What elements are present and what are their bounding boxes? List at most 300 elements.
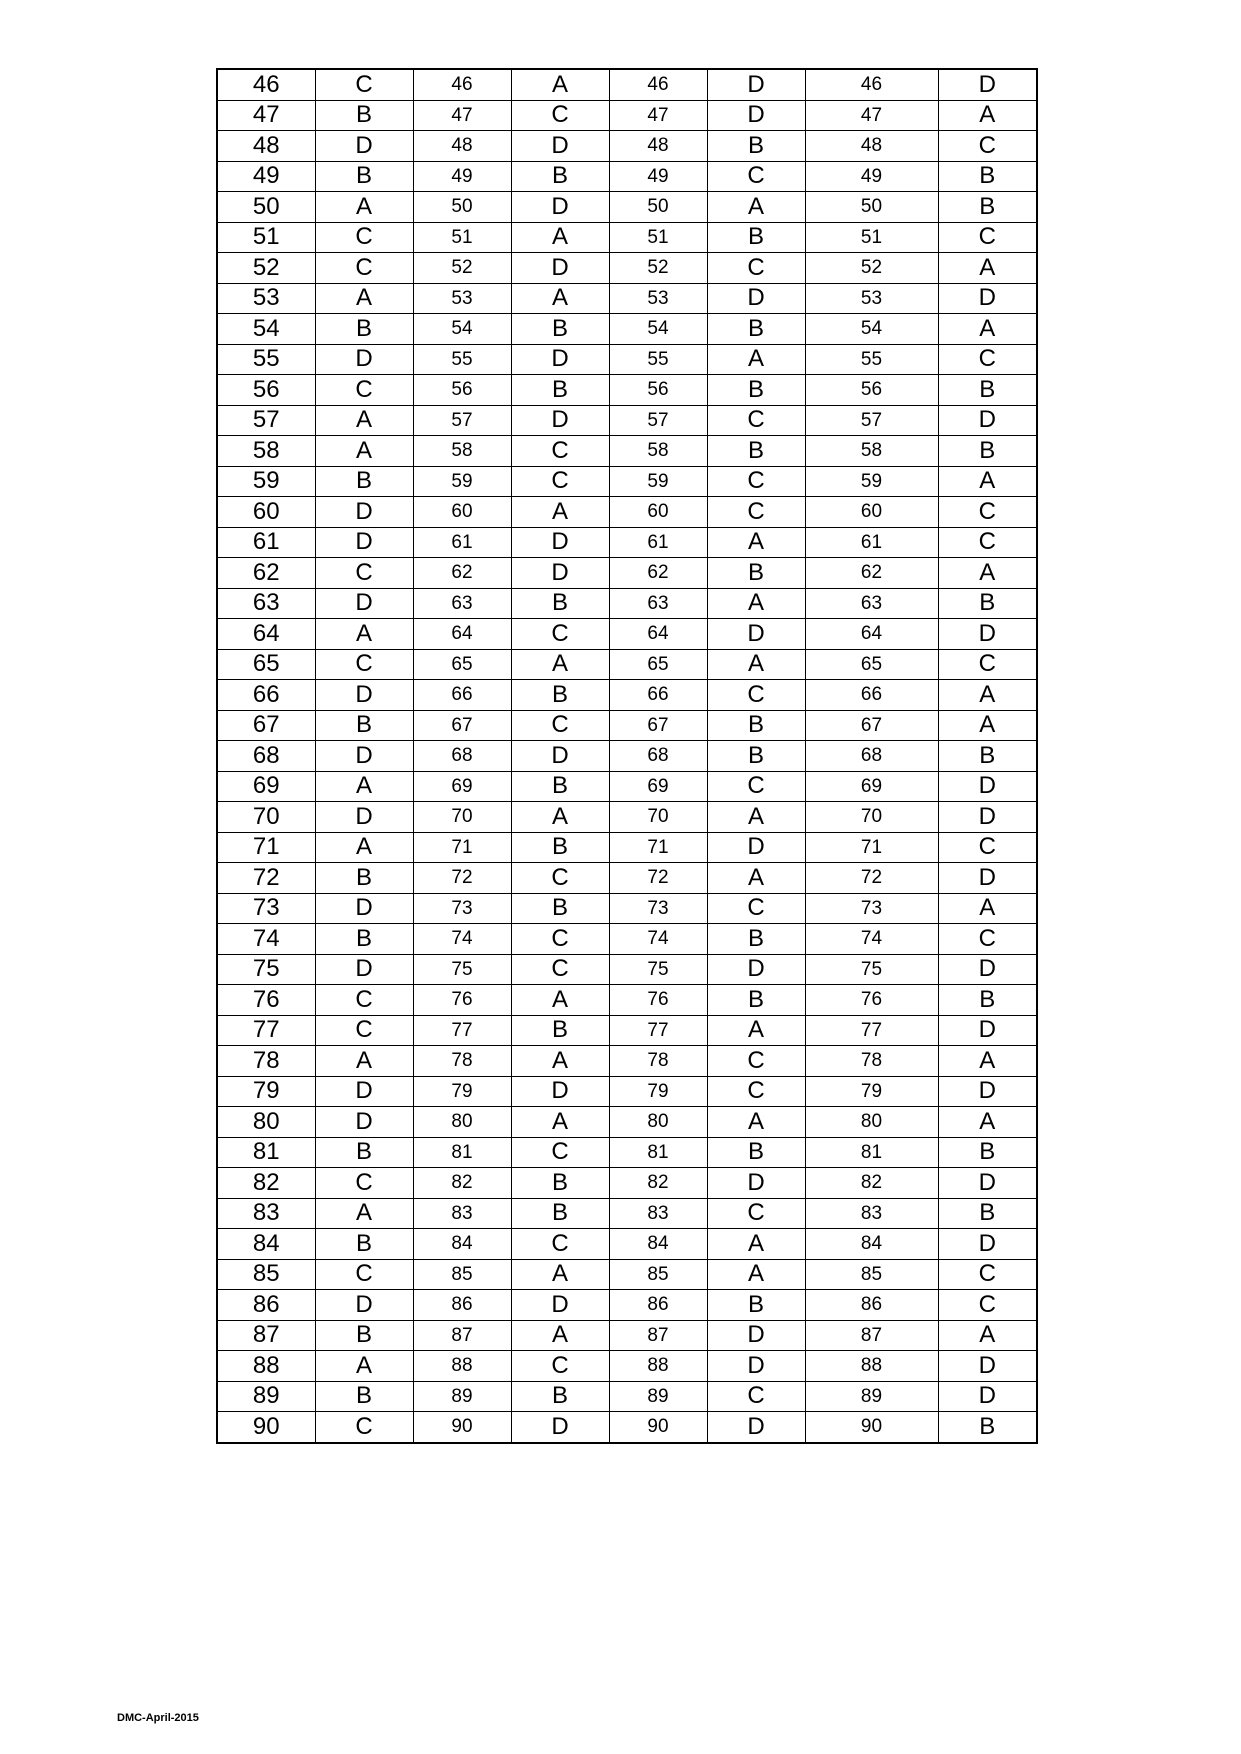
answer-set4: D — [938, 619, 1037, 650]
question-number-set4: 82 — [805, 1168, 938, 1199]
question-number-set1: 52 — [217, 253, 315, 284]
question-number-set2: 52 — [413, 253, 511, 284]
answer-set4: A — [938, 1107, 1037, 1138]
table-row — [217, 1198, 1037, 1229]
question-number-set1: 57 — [217, 405, 315, 436]
answer-set4: B — [938, 161, 1037, 192]
question-number-set2: 68 — [413, 741, 511, 772]
question-number-set3: 50 — [609, 192, 707, 223]
question-number-set3: 51 — [609, 222, 707, 253]
answer-set2: D — [511, 1290, 609, 1321]
answer-set1: D — [315, 954, 413, 985]
question-number-set1: 61 — [217, 527, 315, 558]
answer-set2: B — [511, 588, 609, 619]
answer-set3: C — [707, 466, 805, 497]
question-number-set1: 79 — [217, 1076, 315, 1107]
question-number-set4: 79 — [805, 1076, 938, 1107]
question-number-set4: 64 — [805, 619, 938, 650]
table-row — [217, 588, 1037, 619]
answer-set2: D — [511, 527, 609, 558]
question-number-set4: 47 — [805, 100, 938, 131]
question-number-set4: 80 — [805, 1107, 938, 1138]
answer-set1: D — [315, 680, 413, 711]
question-number-set1: 74 — [217, 924, 315, 955]
question-number-set4: 65 — [805, 649, 938, 680]
question-number-set4: 55 — [805, 344, 938, 375]
question-number-set2: 63 — [413, 588, 511, 619]
answer-set4: A — [938, 253, 1037, 284]
answer-set1: B — [315, 466, 413, 497]
table-row — [217, 1290, 1037, 1321]
answer-set4: D — [938, 1229, 1037, 1260]
question-number-set3: 56 — [609, 375, 707, 406]
question-number-set2: 83 — [413, 1198, 511, 1229]
table-row — [217, 954, 1037, 985]
question-number-set2: 65 — [413, 649, 511, 680]
table-row — [217, 680, 1037, 711]
answer-set3: A — [707, 1229, 805, 1260]
table-row — [217, 466, 1037, 497]
answer-set4: B — [938, 741, 1037, 772]
question-number-set3: 65 — [609, 649, 707, 680]
answer-set1: B — [315, 1229, 413, 1260]
question-number-set1: 46 — [217, 69, 315, 100]
answer-set2: B — [511, 375, 609, 406]
question-number-set4: 89 — [805, 1381, 938, 1412]
answer-set1: C — [315, 1168, 413, 1199]
question-number-set2: 51 — [413, 222, 511, 253]
table-row — [217, 863, 1037, 894]
question-number-set2: 86 — [413, 1290, 511, 1321]
answer-set3: C — [707, 680, 805, 711]
question-number-set3: 48 — [609, 131, 707, 162]
answer-set2: D — [511, 1412, 609, 1443]
question-number-set3: 60 — [609, 497, 707, 528]
answer-key-table — [216, 68, 1038, 1444]
answer-set1: D — [315, 802, 413, 833]
answer-set1: B — [315, 161, 413, 192]
question-number-set3: 66 — [609, 680, 707, 711]
question-number-set4: 51 — [805, 222, 938, 253]
answer-set2: B — [511, 1198, 609, 1229]
answer-set3: D — [707, 1320, 805, 1351]
question-number-set4: 50 — [805, 192, 938, 223]
answer-set1: D — [315, 893, 413, 924]
question-number-set1: 66 — [217, 680, 315, 711]
table-row — [217, 924, 1037, 955]
question-number-set2: 70 — [413, 802, 511, 833]
question-number-set2: 74 — [413, 924, 511, 955]
question-number-set1: 69 — [217, 771, 315, 802]
answer-set1: C — [315, 985, 413, 1016]
question-number-set3: 72 — [609, 863, 707, 894]
answer-set1: A — [315, 436, 413, 467]
question-number-set4: 85 — [805, 1259, 938, 1290]
answer-set1: A — [315, 283, 413, 314]
question-number-set3: 63 — [609, 588, 707, 619]
question-number-set3: 53 — [609, 283, 707, 314]
question-number-set3: 54 — [609, 314, 707, 345]
answer-set2: A — [511, 283, 609, 314]
question-number-set3: 80 — [609, 1107, 707, 1138]
answer-set3: B — [707, 436, 805, 467]
answer-set1: B — [315, 1137, 413, 1168]
question-number-set4: 61 — [805, 527, 938, 558]
answer-set2: C — [511, 466, 609, 497]
question-number-set3: 73 — [609, 893, 707, 924]
question-number-set3: 90 — [609, 1412, 707, 1443]
table-row — [217, 1076, 1037, 1107]
table-row — [217, 405, 1037, 436]
answer-set4: A — [938, 558, 1037, 589]
question-number-set1: 70 — [217, 802, 315, 833]
answer-set1: C — [315, 1412, 413, 1443]
answer-set1: C — [315, 222, 413, 253]
answer-set1: D — [315, 1290, 413, 1321]
question-number-set3: 78 — [609, 1046, 707, 1077]
question-number-set4: 58 — [805, 436, 938, 467]
answer-set3: B — [707, 1290, 805, 1321]
question-number-set2: 57 — [413, 405, 511, 436]
table-row — [217, 131, 1037, 162]
answer-set4: D — [938, 1168, 1037, 1199]
question-number-set4: 74 — [805, 924, 938, 955]
table-row — [217, 1381, 1037, 1412]
question-number-set4: 76 — [805, 985, 938, 1016]
question-number-set2: 54 — [413, 314, 511, 345]
question-number-set1: 90 — [217, 1412, 315, 1443]
question-number-set1: 68 — [217, 741, 315, 772]
question-number-set3: 77 — [609, 1015, 707, 1046]
answer-set4: A — [938, 710, 1037, 741]
answer-set2: A — [511, 497, 609, 528]
answer-set1: A — [315, 619, 413, 650]
question-number-set2: 46 — [413, 69, 511, 100]
answer-set4: C — [938, 1290, 1037, 1321]
table-row — [217, 161, 1037, 192]
answer-set3: B — [707, 710, 805, 741]
table-row — [217, 771, 1037, 802]
question-number-set1: 72 — [217, 863, 315, 894]
answer-set1: D — [315, 527, 413, 558]
answer-set2: D — [511, 253, 609, 284]
answer-set4: B — [938, 1198, 1037, 1229]
question-number-set3: 49 — [609, 161, 707, 192]
question-number-set1: 59 — [217, 466, 315, 497]
answer-set1: B — [315, 924, 413, 955]
answer-set4: A — [938, 466, 1037, 497]
answer-set3: D — [707, 1412, 805, 1443]
question-number-set3: 71 — [609, 832, 707, 863]
question-number-set3: 67 — [609, 710, 707, 741]
answer-set1: A — [315, 771, 413, 802]
answer-set2: D — [511, 1076, 609, 1107]
answer-set2: A — [511, 985, 609, 1016]
question-number-set3: 79 — [609, 1076, 707, 1107]
answer-set1: D — [315, 344, 413, 375]
question-number-set2: 75 — [413, 954, 511, 985]
answer-set4: D — [938, 1381, 1037, 1412]
answer-set2: B — [511, 680, 609, 711]
question-number-set3: 84 — [609, 1229, 707, 1260]
answer-set3: B — [707, 741, 805, 772]
question-number-set2: 84 — [413, 1229, 511, 1260]
answer-set3: A — [707, 344, 805, 375]
table-row — [217, 497, 1037, 528]
table-row — [217, 558, 1037, 589]
answer-set3: C — [707, 893, 805, 924]
answer-set3: C — [707, 771, 805, 802]
answer-set2: D — [511, 344, 609, 375]
question-number-set2: 49 — [413, 161, 511, 192]
answer-set3: D — [707, 832, 805, 863]
question-number-set4: 84 — [805, 1229, 938, 1260]
answer-set3: A — [707, 1107, 805, 1138]
question-number-set2: 78 — [413, 1046, 511, 1077]
answer-set1: C — [315, 558, 413, 589]
answer-set4: A — [938, 314, 1037, 345]
question-number-set2: 66 — [413, 680, 511, 711]
question-number-set1: 64 — [217, 619, 315, 650]
question-number-set1: 49 — [217, 161, 315, 192]
answer-set3: C — [707, 1076, 805, 1107]
question-number-set2: 89 — [413, 1381, 511, 1412]
answer-set2: A — [511, 222, 609, 253]
question-number-set1: 56 — [217, 375, 315, 406]
footer-document-code: DMC-April-2015 — [117, 1712, 199, 1724]
answer-set4: B — [938, 436, 1037, 467]
question-number-set2: 71 — [413, 832, 511, 863]
question-number-set2: 90 — [413, 1412, 511, 1443]
answer-set4: B — [938, 588, 1037, 619]
table-row — [217, 1412, 1037, 1443]
answer-set2: A — [511, 1320, 609, 1351]
question-number-set4: 83 — [805, 1198, 938, 1229]
answer-set3: B — [707, 924, 805, 955]
answer-set1: D — [315, 1076, 413, 1107]
answer-set2: A — [511, 1046, 609, 1077]
answer-set2: A — [511, 1107, 609, 1138]
question-number-set4: 60 — [805, 497, 938, 528]
answer-set3: B — [707, 1137, 805, 1168]
question-number-set3: 74 — [609, 924, 707, 955]
answer-set1: A — [315, 1198, 413, 1229]
question-number-set4: 54 — [805, 314, 938, 345]
question-number-set3: 62 — [609, 558, 707, 589]
answer-set2: C — [511, 1137, 609, 1168]
answer-set3: D — [707, 954, 805, 985]
answer-set2: D — [511, 558, 609, 589]
answer-set3: C — [707, 253, 805, 284]
question-number-set2: 47 — [413, 100, 511, 131]
answer-set4: B — [938, 375, 1037, 406]
answer-set2: C — [511, 1351, 609, 1382]
answer-set1: A — [315, 1351, 413, 1382]
answer-set2: C — [511, 100, 609, 131]
question-number-set1: 50 — [217, 192, 315, 223]
answer-set4: C — [938, 222, 1037, 253]
answer-set4: B — [938, 985, 1037, 1016]
answer-set1: A — [315, 405, 413, 436]
answer-set3: B — [707, 131, 805, 162]
question-number-set4: 69 — [805, 771, 938, 802]
answer-set2: B — [511, 314, 609, 345]
answer-set3: C — [707, 1198, 805, 1229]
question-number-set1: 89 — [217, 1381, 315, 1412]
answer-set4: A — [938, 1046, 1037, 1077]
table-row — [217, 649, 1037, 680]
table-row — [217, 283, 1037, 314]
question-number-set2: 87 — [413, 1320, 511, 1351]
answer-set4: C — [938, 497, 1037, 528]
table-row — [217, 1015, 1037, 1046]
answer-set4: C — [938, 924, 1037, 955]
answer-set3: C — [707, 161, 805, 192]
answer-set2: C — [511, 954, 609, 985]
question-number-set1: 58 — [217, 436, 315, 467]
question-number-set1: 81 — [217, 1137, 315, 1168]
answer-set3: A — [707, 863, 805, 894]
answer-set1: D — [315, 741, 413, 772]
answer-set4: C — [938, 527, 1037, 558]
question-number-set4: 70 — [805, 802, 938, 833]
answer-set3: B — [707, 375, 805, 406]
answer-set1: C — [315, 375, 413, 406]
question-number-set4: 78 — [805, 1046, 938, 1077]
question-number-set4: 46 — [805, 69, 938, 100]
question-number-set1: 48 — [217, 131, 315, 162]
answer-set1: B — [315, 100, 413, 131]
answer-set1: B — [315, 1320, 413, 1351]
table-row — [217, 192, 1037, 223]
question-number-set4: 73 — [805, 893, 938, 924]
question-number-set4: 62 — [805, 558, 938, 589]
question-number-set2: 48 — [413, 131, 511, 162]
answer-set2: B — [511, 893, 609, 924]
answer-set4: D — [938, 863, 1037, 894]
answer-set4: D — [938, 1351, 1037, 1382]
answer-set1: D — [315, 1107, 413, 1138]
question-number-set3: 85 — [609, 1259, 707, 1290]
answer-set3: C — [707, 1381, 805, 1412]
answer-set2: C — [511, 619, 609, 650]
question-number-set3: 86 — [609, 1290, 707, 1321]
table-row — [217, 741, 1037, 772]
answer-set2: B — [511, 832, 609, 863]
answer-set2: B — [511, 161, 609, 192]
answer-set4: C — [938, 649, 1037, 680]
answer-set2: C — [511, 436, 609, 467]
table-row — [217, 527, 1037, 558]
question-number-set4: 86 — [805, 1290, 938, 1321]
answer-set3: D — [707, 283, 805, 314]
question-number-set4: 68 — [805, 741, 938, 772]
question-number-set2: 60 — [413, 497, 511, 528]
question-number-set2: 76 — [413, 985, 511, 1016]
question-number-set1: 88 — [217, 1351, 315, 1382]
question-number-set1: 80 — [217, 1107, 315, 1138]
answer-set4: C — [938, 1259, 1037, 1290]
question-number-set1: 85 — [217, 1259, 315, 1290]
question-number-set4: 63 — [805, 588, 938, 619]
answer-set4: D — [938, 1076, 1037, 1107]
question-number-set2: 69 — [413, 771, 511, 802]
answer-set2: B — [511, 1168, 609, 1199]
answer-set3: B — [707, 558, 805, 589]
question-number-set2: 80 — [413, 1107, 511, 1138]
question-number-set1: 63 — [217, 588, 315, 619]
answer-set4: A — [938, 100, 1037, 131]
answer-set1: B — [315, 863, 413, 894]
table-row — [217, 1259, 1037, 1290]
question-number-set1: 75 — [217, 954, 315, 985]
answer-set2: A — [511, 649, 609, 680]
answer-set4: B — [938, 192, 1037, 223]
answer-set1: B — [315, 1381, 413, 1412]
question-number-set3: 88 — [609, 1351, 707, 1382]
question-number-set3: 64 — [609, 619, 707, 650]
answer-key-body — [217, 69, 1037, 1443]
answer-set4: A — [938, 893, 1037, 924]
answer-set2: D — [511, 741, 609, 772]
question-number-set1: 76 — [217, 985, 315, 1016]
question-number-set1: 71 — [217, 832, 315, 863]
question-number-set3: 68 — [609, 741, 707, 772]
question-number-set3: 58 — [609, 436, 707, 467]
question-number-set2: 53 — [413, 283, 511, 314]
answer-set4: B — [938, 1412, 1037, 1443]
answer-set3: A — [707, 1015, 805, 1046]
answer-set4: C — [938, 131, 1037, 162]
question-number-set3: 87 — [609, 1320, 707, 1351]
question-number-set2: 55 — [413, 344, 511, 375]
answer-set1: C — [315, 1259, 413, 1290]
table-row — [217, 253, 1037, 284]
answer-set2: A — [511, 802, 609, 833]
question-number-set1: 84 — [217, 1229, 315, 1260]
answer-set3: C — [707, 405, 805, 436]
answer-set4: D — [938, 69, 1037, 100]
answer-set2: B — [511, 1015, 609, 1046]
question-number-set1: 67 — [217, 710, 315, 741]
answer-set1: B — [315, 314, 413, 345]
question-number-set3: 61 — [609, 527, 707, 558]
question-number-set2: 64 — [413, 619, 511, 650]
question-number-set2: 67 — [413, 710, 511, 741]
question-number-set1: 78 — [217, 1046, 315, 1077]
answer-set3: D — [707, 100, 805, 131]
question-number-set4: 88 — [805, 1351, 938, 1382]
answer-set3: C — [707, 1046, 805, 1077]
table-row — [217, 1046, 1037, 1077]
question-number-set3: 57 — [609, 405, 707, 436]
answer-set2: A — [511, 1259, 609, 1290]
question-number-set1: 53 — [217, 283, 315, 314]
question-number-set4: 77 — [805, 1015, 938, 1046]
table-row — [217, 832, 1037, 863]
answer-set3: A — [707, 802, 805, 833]
answer-set1: A — [315, 1046, 413, 1077]
answer-set3: A — [707, 1259, 805, 1290]
answer-set2: C — [511, 1229, 609, 1260]
question-number-set4: 56 — [805, 375, 938, 406]
table-row — [217, 1107, 1037, 1138]
question-number-set3: 52 — [609, 253, 707, 284]
question-number-set2: 85 — [413, 1259, 511, 1290]
answer-set3: D — [707, 1168, 805, 1199]
answer-set2: B — [511, 1381, 609, 1412]
question-number-set4: 71 — [805, 832, 938, 863]
